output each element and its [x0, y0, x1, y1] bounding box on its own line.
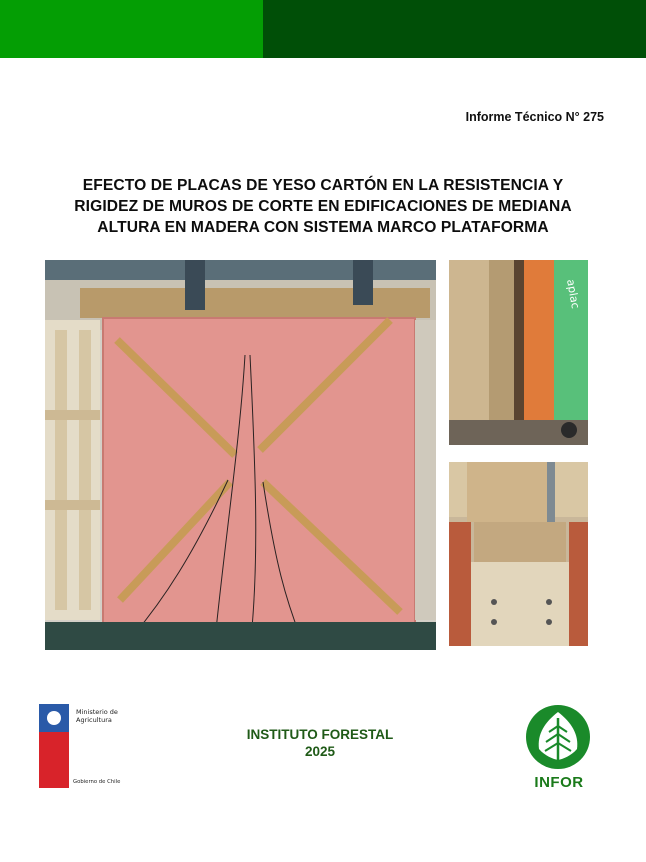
publication-year: 2025	[304, 744, 336, 759]
band-light-green	[0, 0, 263, 58]
infor-logo	[516, 704, 602, 792]
ministry-bottom: Gobierno de Chile	[73, 779, 121, 785]
institute-name: INSTITUTO FORESTAL	[246, 727, 394, 742]
svg-text:aplac: aplac	[564, 278, 582, 310]
document-title	[28, 175, 618, 238]
report-number: Informe Técnico N° 275	[465, 110, 604, 124]
top-color-band	[0, 0, 646, 58]
band-dark-green	[263, 0, 646, 58]
infor-wordmark: INFOR	[534, 774, 584, 791]
connector-detail-photo	[449, 462, 588, 646]
ministry-line-1: Ministerio de	[76, 708, 118, 716]
ministerio-agricultura-logo	[39, 704, 125, 788]
title-line-3: ALTURA EN MADERA CON SISTEMA MARCO PLATAFORMA	[97, 219, 549, 236]
ministry-line-2: Agricultura	[76, 716, 112, 724]
wall-edge-detail-photo	[449, 260, 588, 445]
title-line-1: EFECTO DE PLACAS DE YESO CARTÓN EN LA RESISTENCIA Y	[82, 177, 564, 194]
title-line-2: RIGIDEZ DE MUROS DE CORTE EN EDIFICACIONES DE MEDIANA	[74, 198, 572, 215]
tree-leaf-icon	[523, 704, 593, 770]
shear-wall-test-photo	[45, 260, 436, 650]
